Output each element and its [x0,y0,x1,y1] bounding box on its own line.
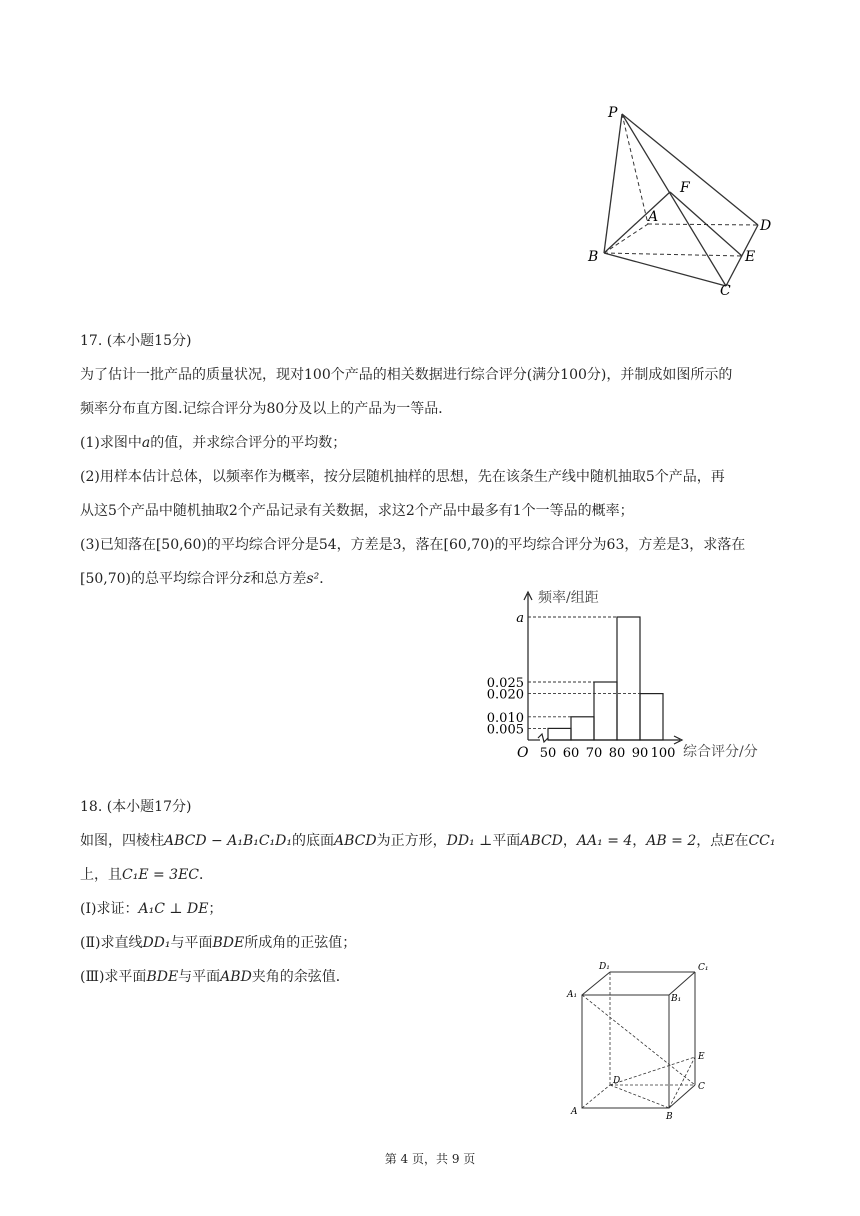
label-C1: C₁ [698,963,709,973]
q18-line-4: (Ⅱ)求直线DD₁与平面BDE所成角的正弦值； [80,935,357,951]
label-C: C [698,1082,705,1092]
label-E: E [745,249,756,265]
prism-figure [560,955,730,1125]
x-tick-label: 50 [539,746,557,761]
histogram-bar-70-80 [594,682,617,740]
q17-line-2: 频率分布直方图.记综合评分为80分及以上的产品为一等品． [80,401,453,417]
label-B: B [666,1112,673,1122]
label-E: E [698,1052,705,1062]
q17-line-4: (2)用样本估计总体，以频率作为概率，按分层随机抽样的思想，先在该条生产线中随机抽取5个产品，再 [80,469,725,485]
x-tick-label: 60 [562,746,580,761]
label-P: P [608,105,618,121]
x-tick-label: 80 [608,746,626,761]
histogram-bar-50-60 [548,728,571,740]
q18-line-1: 如图，四棱柱ABCD − A₁B₁C₁D₁的底面ABCD为正方形，DD₁ ⊥平面ABCD，AA₁ = 4，AB = 2，点E在CC₁ [80,833,776,849]
x-axis-label: 综合评分/分 [683,744,758,760]
label-D1: D₁ [599,962,610,972]
q17-line-6: (3)已知落在[50,60)的平均综合评分是54，方差是3，落在[60,70)的平均综合评分为63，方差是3，求落在 [80,537,746,553]
histogram-bar-80-90 [617,617,640,740]
y-tick-label: 0.025 [486,676,524,691]
histogram-chart [480,588,790,768]
pyramid-figure [580,100,780,300]
y-tick-label: a [516,611,524,626]
q18-line-5: (Ⅲ)求平面BDE与平面ABD夹角的余弦值． [80,969,350,985]
q17-line-5: 从这5个产品中随机抽取2个产品记录有关数据，求这2个产品中最多有1个一等品的概率； [80,503,634,519]
x-tick-label: 90 [631,746,649,761]
label-B1: B₁ [671,994,682,1004]
q17-line-3: (1)求图中a的值，并求综合评分的平均数； [80,435,347,451]
label-B: B [588,249,599,265]
histogram-bar-60-70 [571,717,594,740]
x-tick-label: 100 [650,746,676,761]
label-A1: A₁ [567,990,578,1000]
label-D: D [613,1076,621,1086]
label-A: A [571,1107,578,1117]
label-D: D [760,218,772,234]
y-tick-label: 0.020 [486,687,524,703]
histogram-bar-90-100 [640,694,663,740]
origin-label: O [517,745,529,761]
label-C: C [720,283,731,299]
q18-line-3: (Ⅰ)求证：A₁C ⊥ DE； [80,901,223,917]
label-F: F [680,180,690,196]
q17-line-1: 为了估计一批产品的质量状况，现对100个产品的相关数据进行综合评分(满分100分)，并制成如图所示的 [80,367,733,383]
q18-title: 18. (本小题17分) [80,799,192,815]
page-footer: 第 4 页，共 9 页 [384,1152,476,1166]
q17-title: 17. (本小题15分) [80,333,192,349]
x-tick-label: 70 [585,746,603,761]
y-axis-label: 频率/组距 [538,590,599,606]
q17-line-7: [50,70)的总平均综合评分z̄和总方差s²． [80,571,334,587]
q18-line-2: 上，且C₁E = 3EC． [80,867,214,883]
y-tick-label: 0.010 [486,710,524,726]
y-tick-label: 0.005 [486,722,524,738]
label-A: A [648,209,659,225]
